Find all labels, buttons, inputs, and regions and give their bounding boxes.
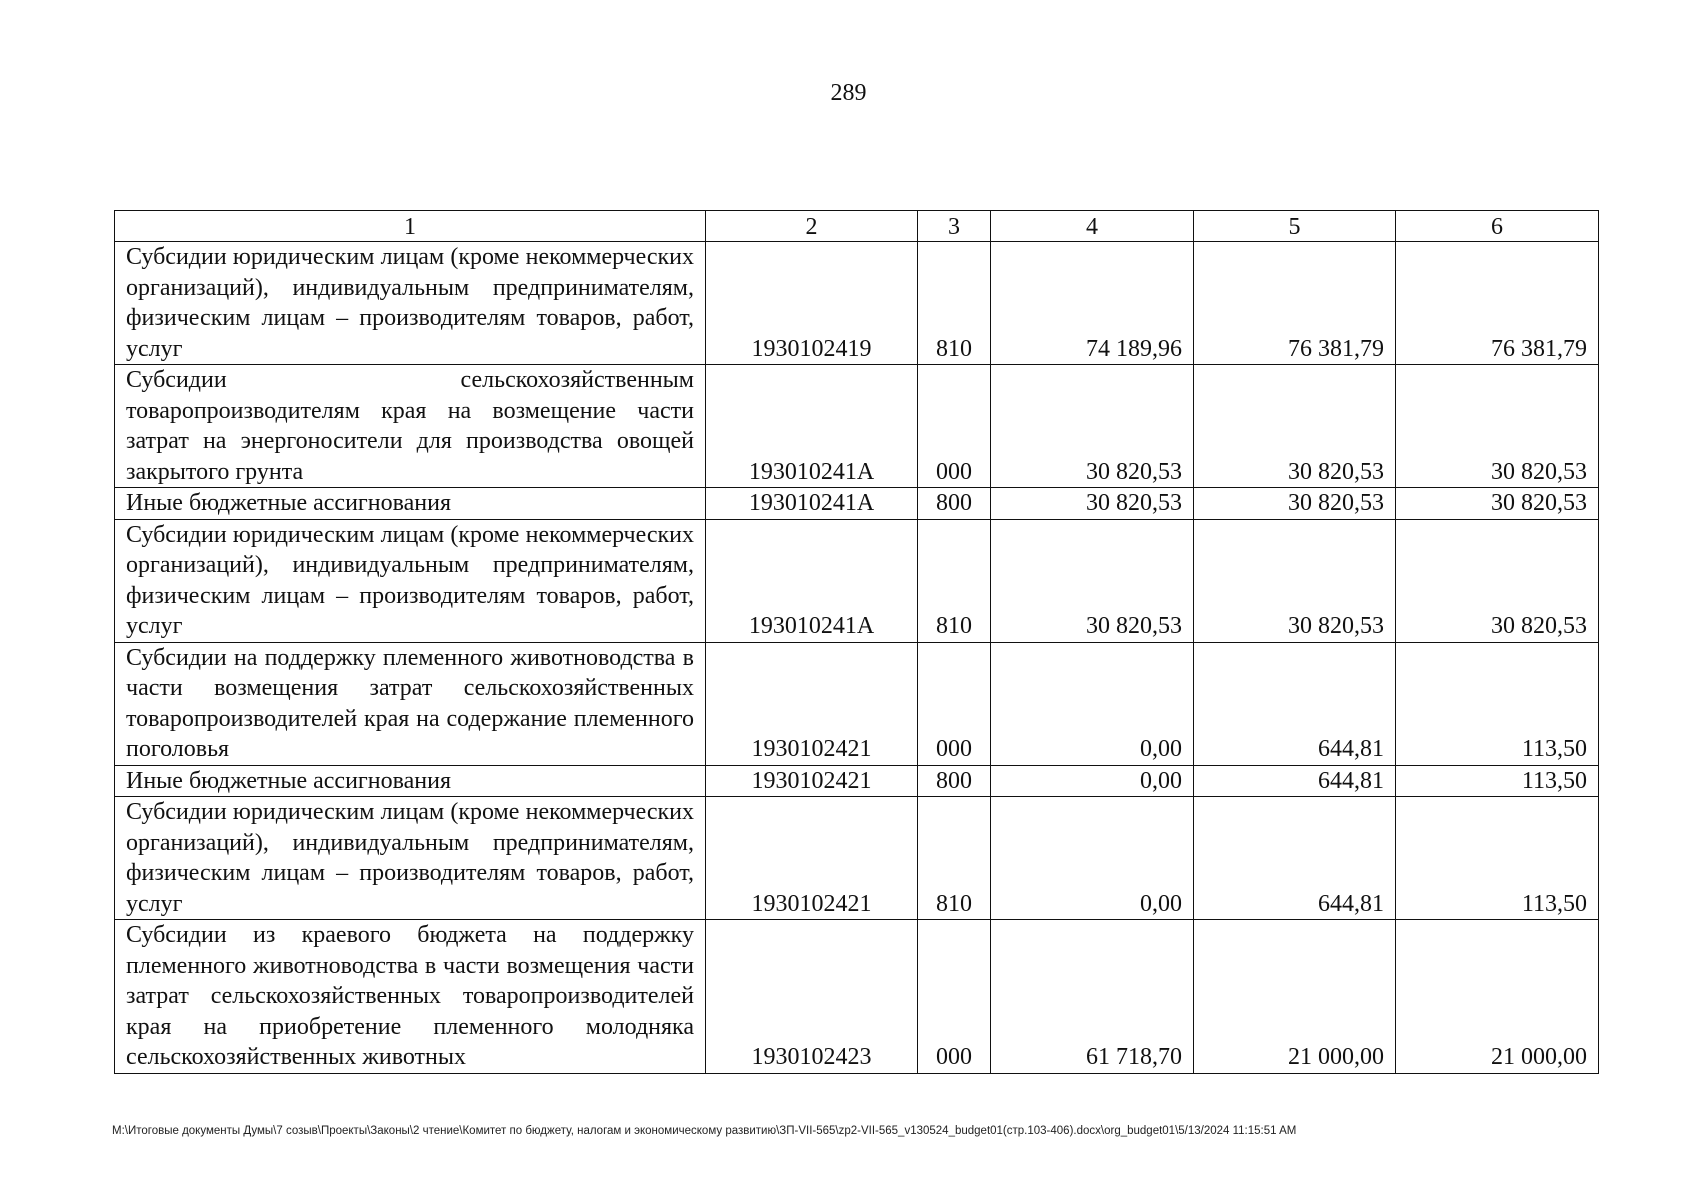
row-value-3: 30 820,53 [1396, 365, 1599, 488]
row-expense-type: 000 [918, 642, 991, 765]
page-number: 289 [830, 80, 867, 106]
row-code: 1930102419 [706, 242, 918, 365]
row-name: Субсидии юридическим лицам (кроме некоммерческих организаций), индивидуальным предпринимателям, физическим лицам – производителям товаров, работ, услуг [115, 519, 706, 642]
row-name: Субсидии юридическим лицам (кроме некоммерческих организаций), индивидуальным предпринимателям, физическим лицам – производителям товаров, работ, услуг [115, 797, 706, 920]
row-expense-type: 000 [918, 920, 991, 1074]
row-value-3: 113,50 [1396, 765, 1599, 797]
row-name: Иные бюджетные ассигнования [115, 488, 706, 520]
footer-file-path: M:\Итоговые документы Думы\7 созыв\Проекты\Законы\2 чтение\Комитет по бюджету, налогам и экономическому развитию\ЗП-VII-565\zp2-VII-565_v130524_budget01(стр.103-406).docx\org_budget01\5/13/2024 11:15:51 AM [112, 1125, 1297, 1137]
row-value-2: 644,81 [1194, 797, 1396, 920]
row-value-2: 644,81 [1194, 765, 1396, 797]
row-value-3: 76 381,79 [1396, 242, 1599, 365]
row-name: Субсидии на поддержку племенного животноводства в части возмещения затрат сельскохозяйственных товаропроизводителей края на содержание племенного поголовья [115, 642, 706, 765]
row-value-1: 30 820,53 [991, 365, 1194, 488]
column-header: 3 [918, 211, 991, 242]
row-value-3: 113,50 [1396, 642, 1599, 765]
row-expense-type: 810 [918, 797, 991, 920]
row-value-2: 30 820,53 [1194, 365, 1396, 488]
table-row [115, 242, 1599, 365]
row-code: 1930102423 [706, 920, 918, 1074]
row-value-3: 30 820,53 [1396, 488, 1599, 520]
row-code: 193010241A [706, 519, 918, 642]
table-row [115, 797, 1599, 920]
column-header: 4 [991, 211, 1194, 242]
row-code: 1930102421 [706, 642, 918, 765]
table-header [115, 211, 1599, 242]
row-value-3: 30 820,53 [1396, 519, 1599, 642]
row-value-1: 0,00 [991, 797, 1194, 920]
row-value-3: 21 000,00 [1396, 920, 1599, 1074]
column-header: 5 [1194, 211, 1396, 242]
row-code: 1930102421 [706, 765, 918, 797]
row-value-1: 61 718,70 [991, 920, 1194, 1074]
row-name: Субсидии юридическим лицам (кроме некоммерческих организаций), индивидуальным предпринимателям, физическим лицам – производителям товаров, работ, услуг [115, 242, 706, 365]
row-expense-type: 000 [918, 365, 991, 488]
table-row [115, 365, 1599, 488]
column-header: 1 [115, 211, 706, 242]
row-value-2: 21 000,00 [1194, 920, 1396, 1074]
table-row [115, 488, 1599, 520]
row-name: Субсидии сельскохозяйственным товаропроизводителям края на возмещение части затрат на энергоносители для производства овощей закрытого грунта [115, 365, 706, 488]
row-value-2: 644,81 [1194, 642, 1396, 765]
table-row [115, 519, 1599, 642]
header-row [115, 211, 1599, 242]
row-value-2: 30 820,53 [1194, 519, 1396, 642]
row-value-1: 30 820,53 [991, 519, 1194, 642]
row-code: 1930102421 [706, 797, 918, 920]
table-row [115, 920, 1599, 1074]
column-header: 2 [706, 211, 918, 242]
row-code: 193010241A [706, 365, 918, 488]
table-body [115, 242, 1599, 1074]
row-expense-type: 800 [918, 765, 991, 797]
table-row [115, 765, 1599, 797]
table-row [115, 642, 1599, 765]
row-value-2: 76 381,79 [1194, 242, 1396, 365]
row-code: 193010241A [706, 488, 918, 520]
row-expense-type: 800 [918, 488, 991, 520]
row-value-1: 74 189,96 [991, 242, 1194, 365]
column-header: 6 [1396, 211, 1599, 242]
row-value-1: 0,00 [991, 765, 1194, 797]
row-value-1: 0,00 [991, 642, 1194, 765]
row-expense-type: 810 [918, 519, 991, 642]
row-name: Субсидии из краевого бюджета на поддержку племенного животноводства в части возмещения части затрат сельскохозяйственных товаропроизводителей края на приобретение племенного молодняка сельскохозяйственных животных [115, 920, 706, 1074]
row-value-2: 30 820,53 [1194, 488, 1396, 520]
row-expense-type: 810 [918, 242, 991, 365]
budget-table [114, 210, 1599, 1074]
row-name: Иные бюджетные ассигнования [115, 765, 706, 797]
row-value-1: 30 820,53 [991, 488, 1194, 520]
row-value-3: 113,50 [1396, 797, 1599, 920]
